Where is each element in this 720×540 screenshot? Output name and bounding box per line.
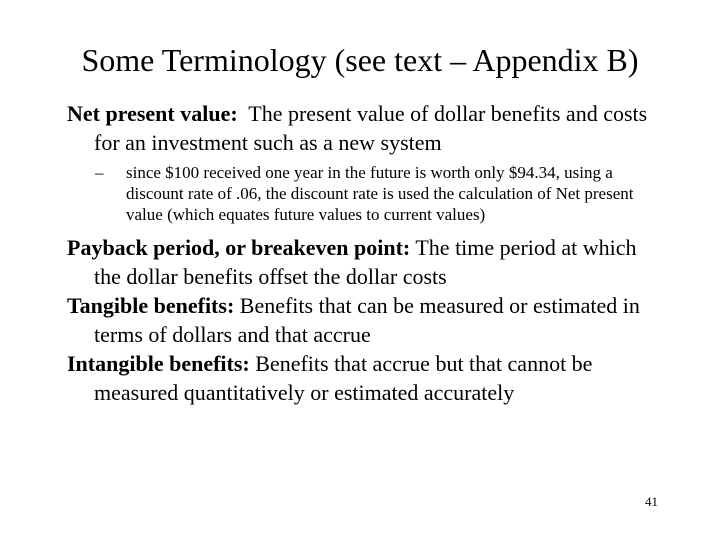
term-label: Tangible benefits: xyxy=(67,293,235,318)
term-definition: The time period at which the dollar benefits offset the dollar costs xyxy=(94,235,637,289)
slide-body xyxy=(67,99,667,407)
term-definition: Benefits that accrue but that cannot be measured quantitatively or estimated accurately xyxy=(94,351,593,405)
term-label: Payback period, or breakeven point: xyxy=(67,235,411,260)
sub-bullet-text: since $100 received one year in the future is worth only $94.34, using a discount rate of .06, the discount rate is used the calculation of Net present value (which equates future values to current values) xyxy=(126,163,634,224)
slide-title: Some Terminology (see text – Appendix B) xyxy=(81,42,639,78)
term-intangible-benefits xyxy=(67,349,667,407)
term-tangible-benefits xyxy=(67,291,667,349)
dash-bullet: – xyxy=(95,163,104,182)
term-definition: Benefits that can be measured or estimated in terms of dollars and that accrue xyxy=(94,293,640,347)
term-label: Net present value: xyxy=(67,101,238,126)
term-label: Intangible benefits: xyxy=(67,351,250,376)
term-net-present-value xyxy=(67,99,667,157)
term-payback-period xyxy=(67,233,667,291)
page-number: 41 xyxy=(645,494,658,509)
term-definition: The present value of dollar benefits and costs for an investment such as a new system xyxy=(94,101,648,155)
sub-bullet-discount-example xyxy=(95,162,667,225)
